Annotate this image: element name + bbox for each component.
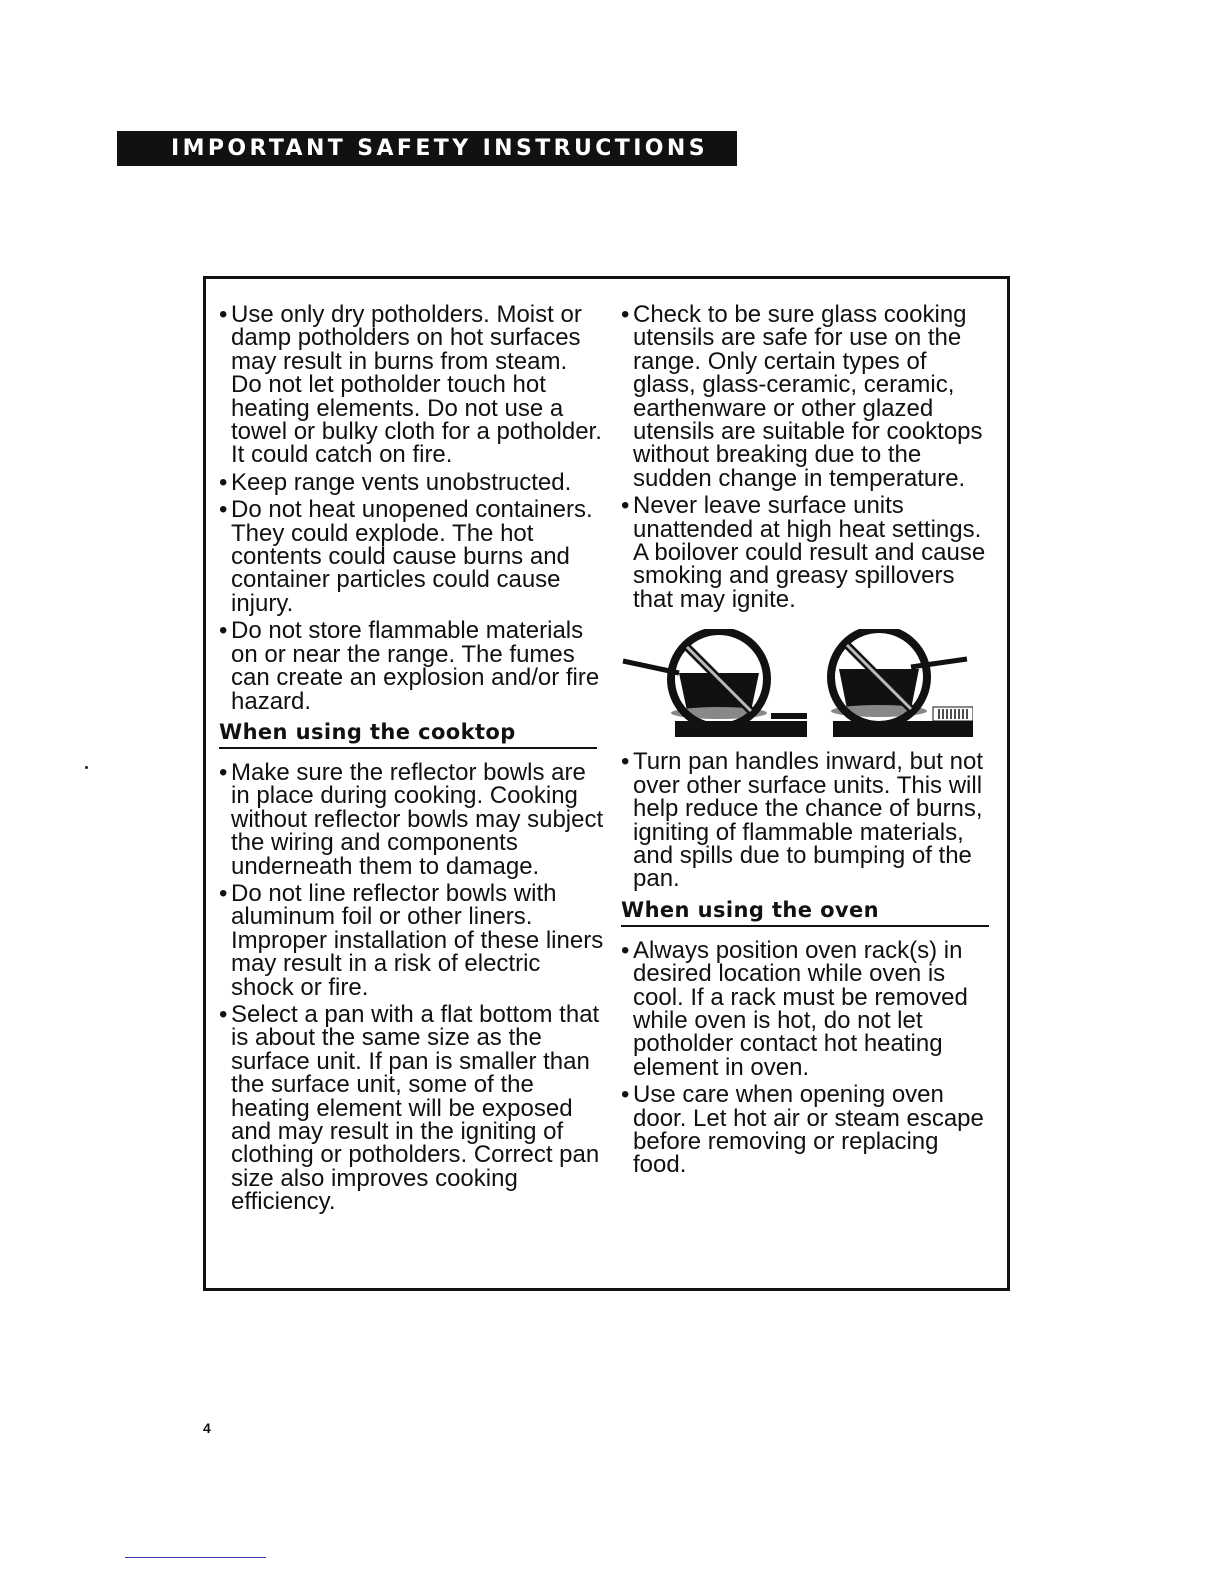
section-heading-oven: When using the oven — [621, 897, 989, 927]
left-column — [219, 303, 604, 1218]
right-column — [621, 303, 993, 1181]
list-item: • Do not line reflector bowls with aluminum foil or other liners. Improper installation of these liners may result in a risk of electric shock or fire. — [219, 882, 604, 999]
list-item: • Keep range vents unobstructed. — [219, 471, 604, 494]
list-item: • Always position oven rack(s) in desired location while oven is cool. If a rack must be removed while oven is hot, do not let potholder contact hot heating element in oven. — [621, 939, 993, 1079]
list-item: • Select a pan with a flat bottom that is about the same size as the surface unit. If pan is smaller than the surface unit, some of the heating element will be exposed and may result in the igniting of clothing or potholders. Correct pan size also improves cooking efficiency. — [219, 1003, 604, 1214]
list-item: • Make sure the reflector bowls are in place during cooking. Cooking without reflector bowls may subject the wiring and components underneath them to damage. — [219, 761, 604, 878]
list-item: • Do not store flammable materials on or near the range. The fumes can create an explosion and/or fire hazard. — [219, 619, 604, 713]
list-item: • Turn pan handles inward, but not over other surface units. This will help reduce the chance of burns, igniting of flammable materials, and spills due to bumping of the pan. — [621, 750, 993, 890]
no-pan-handle-outward-icon — [621, 629, 973, 744]
section-heading-cooktop: When using the cooktop — [219, 719, 597, 749]
list-item: • Use care when opening oven door. Let hot air or steam escape before removing or replacing food. — [621, 1083, 993, 1177]
list-item: • Never leave surface units unattended at high heat settings. A boilover could result and cause smoking and greasy spillovers that may ignite. — [621, 494, 993, 611]
stray-mark — [85, 766, 88, 769]
list-item: • Use only dry potholders. Moist or damp potholders on hot surfaces may result in burns from steam. Do not let potholder touch hot heating elements. Do not use a towel or bulky cloth for a potholder. It could catch on fire. — [219, 303, 604, 467]
list-item: • Check to be sure glass cooking utensils are safe for use on the range. Only certain types of glass, glass-ceramic, ceramic, earthenware or other glazed utensils are suitable for cooktops without breaking due to the sudden change in temperature. — [621, 303, 993, 490]
page-number: 4 — [203, 1420, 211, 1436]
list-item: • Do not heat unopened containers. They could explode. The hot contents could cause burns and container particles could cause injury. — [219, 498, 604, 615]
page-header-banner: IMPORTANT SAFETY INSTRUCTIONS — [117, 131, 737, 166]
footer-rule — [125, 1557, 266, 1558]
